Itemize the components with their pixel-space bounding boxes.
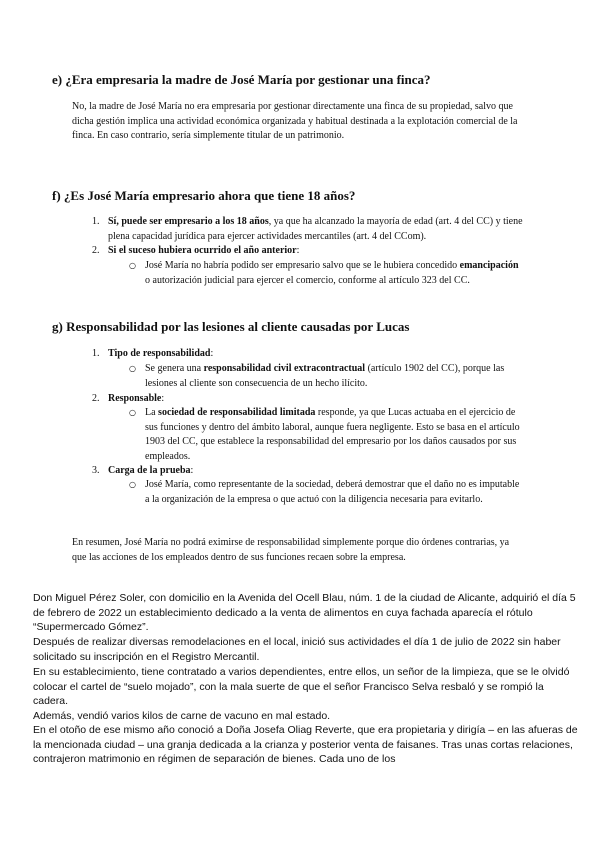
g-item-3-sub-text: José María, como representante de la sociedad, deberá demostrar que el daño no es imputable a la organización de la empresa o que actuó con la diligencia necesaria para evitarlo. [145,479,520,505]
g-item-1-rest: : [210,348,214,359]
g-item-1-number: 1. [92,348,100,359]
g-item-1-sub-bold: responsabilidad civil extracontractual [203,363,366,374]
g-item-3-bullet-icon: ○ [129,480,136,489]
f-item-2-text [108,244,523,259]
g-item-3-sub [145,478,523,507]
f-item-1-rest: , ya que ha alcanzado la mayoría de edad (art. 4 del CC) y tiene plena capacidad jurídica para ejercer actividades mercantiles (art. 4 del CCom). [108,216,523,242]
g-item-3-number: 3. [92,465,100,476]
g-item-3-bold: Carga de la prueba [108,465,191,476]
g-item-1-sub [145,362,523,391]
f-item-2-number: 2. [92,245,100,256]
f-item-1-text [108,215,523,244]
case-paragraph-5: En el otoño de ese mismo año conoció a Doña Josefa Oliag Reverte, que era propietaria y dirigía – en las afueras de la mencionada ciudad – una granja dedicada a la crianza y posterior venta de faisanes. Tras unas cortas relaciones, contrajeron matrimonio en régimen de separación de bienes. Cada uno de los [33,724,578,766]
f-item-1-number: 1. [92,216,100,227]
f-item-2-sub-pre: José María no habría podido ser empresario salvo que se le hubiera concedido [145,260,460,271]
section-f-heading: f) ¿Es José María empresario ahora que tiene 18 años? [52,188,356,203]
f-item-2-sub [145,259,523,288]
case-paragraph-2: Después de realizar diversas remodelaciones en el local, inició sus actividades el día 1 de julio de 2022 sin haber solicitado su inscripción en el Registro Mercantil. [33,636,561,663]
g-item-2-text [108,392,523,407]
case-paragraph-1: Don Miguel Pérez Soler, con domicilio en la Avenida del Ocell Blau, núm. 1 de la ciudad de Alicante, adquirió el día 5 de febrero de 2022 un establecimiento dedicado a la venta de alimentos en cuya fachada aparecía el rótulo “Supermercado Gómez”. [33,592,576,634]
g-item-2-sub-bold: sociedad de responsabilidad limitada [158,407,316,418]
g-item-2-bullet-icon: ○ [129,408,136,417]
g-item-1-bold: Tipo de responsabilidad [108,348,211,359]
g-item-3-rest: : [190,465,194,476]
g-item-1-text [108,347,523,362]
g-item-2-sub-pre: La [145,407,159,418]
case-paragraph-4: Además, vendió varios kilos de carne de vacuno en mal estado. [33,710,331,722]
section-e-answer: No, la madre de José María no era empresaria por gestionar directamente una finca de su propiedad, salvo que dicha gestión implica una actividad económica organizada y habitual destinada a la explotación comercial de la finca. En caso contrario, sería simplemente titular de un patrimonio. [72,101,518,141]
g-item-3-text [108,464,523,479]
section-g-summary: En resumen, José María no podrá eximirse de responsabilidad simplemente porque dio órdenes contrarias, ya que las acciones de los empleados dentro de sus funciones recaen sobre la empresa. [72,537,510,563]
f-item-2-bold: Si el suceso hubiera ocurrido el año anterior [108,245,297,256]
f-item-2-bullet-icon: ○ [129,261,136,270]
g-item-2-number: 2. [92,393,100,404]
section-e-heading: e) ¿Era empresaria la madre de José María por gestionar una finca? [52,72,431,87]
case-paragraph-3: En su establecimiento, tiene contratado a varios dependientes, entre ellos, un señor de la limpieza, que se le olvidó colocar el cartel de “suelo mojado”, con la mala suerte de que el señor Francisco Selva resbaló y se rompió la cadera. [33,666,570,708]
section-g-heading: g) Responsabilidad por las lesiones al cliente causadas por Lucas [52,319,410,334]
f-item-2-rest: : [296,245,300,256]
g-item-1-bullet-icon: ○ [129,364,136,373]
f-item-2-sub-post: o autorización judicial para ejercer el comercio, conforme al artículo 323 del CC. [145,274,470,286]
f-item-1-bold: Sí, puede ser empresario a los 18 años [108,216,269,227]
g-item-1-sub-post: (artículo 1902 del CC), porque las lesiones al cliente son consecuencia de un hecho ilícito. [145,363,505,389]
g-item-2-bold: Responsable [108,393,162,404]
g-item-2-sub-post: responde, ya que Lucas actuaba en el ejercicio de sus funciones y dentro del ámbito laboral, aunque fuera negligente. Esto se basa en el artículo 1903 del CC, que establece la responsabilidad del empresario por los daños causados por sus empleados. [145,407,520,462]
g-item-2-rest: : [161,393,165,404]
g-item-1-sub-pre: Se genera una [145,363,204,374]
f-item-2-sub-bold: emancipación [459,260,519,271]
g-item-2-sub [145,406,523,464]
